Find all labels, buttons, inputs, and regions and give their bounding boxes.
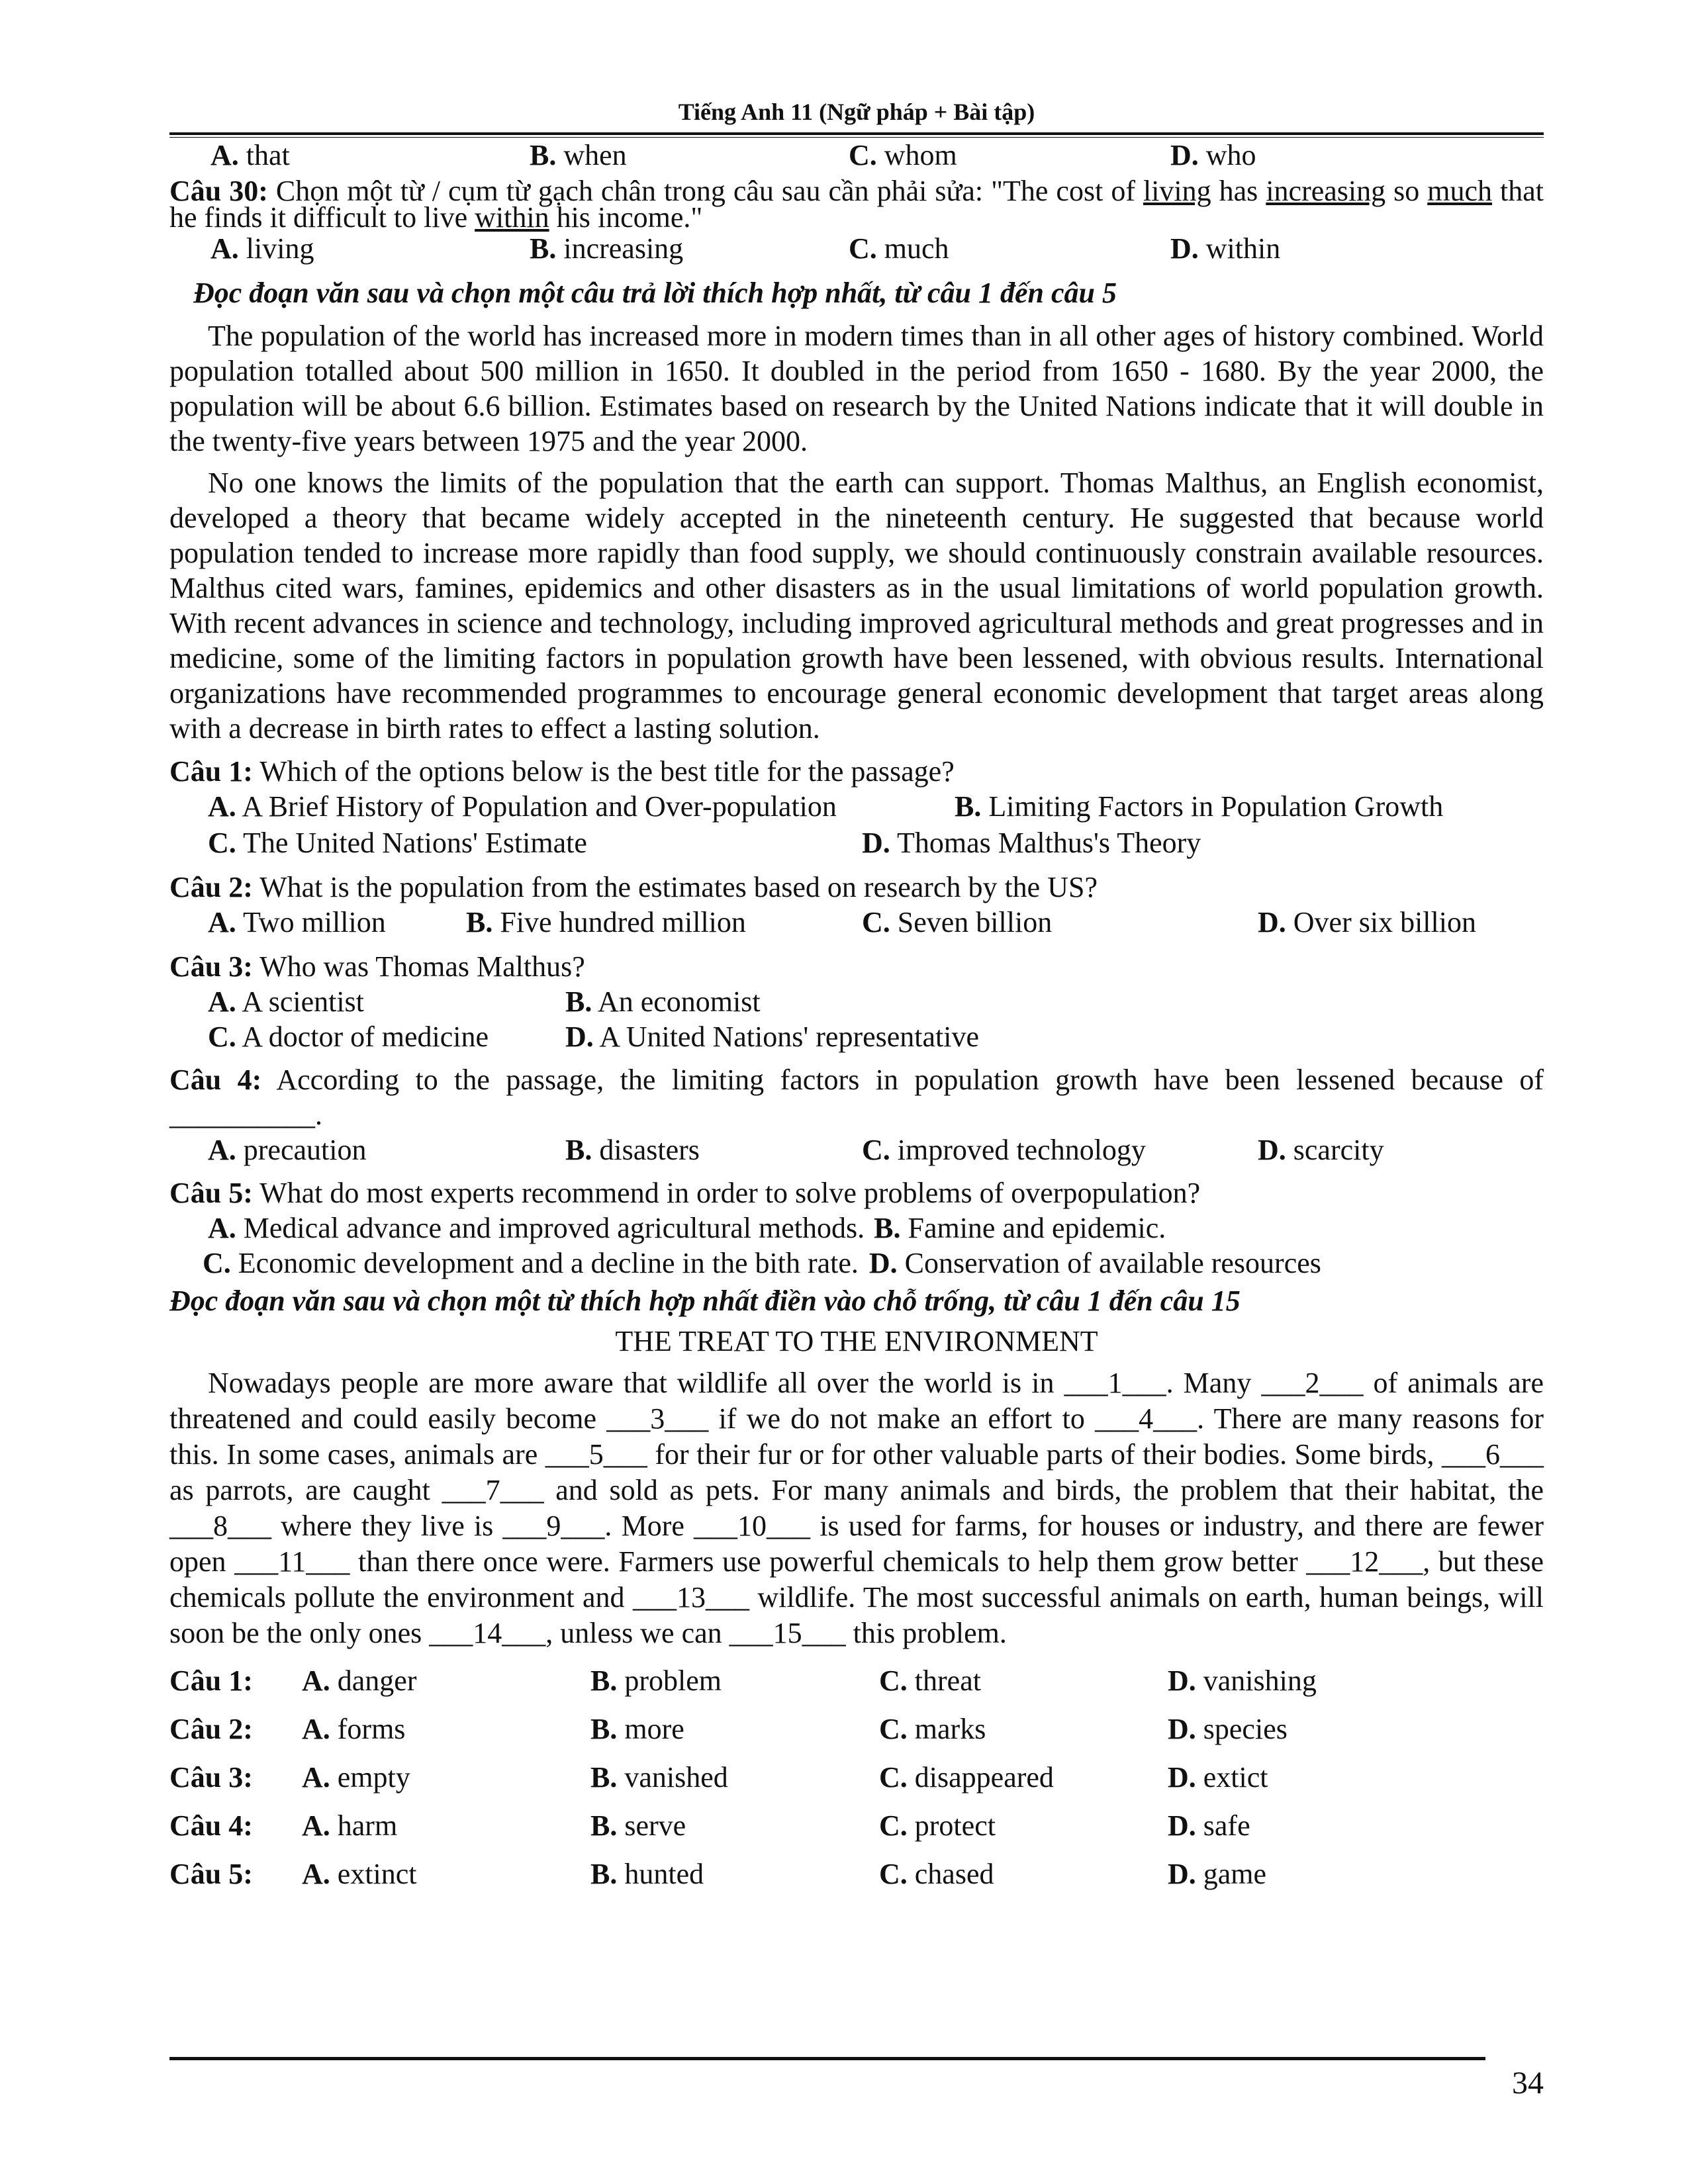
option-a: A. harm	[302, 1809, 398, 1842]
option-c: C. chased	[879, 1858, 994, 1890]
option-d: D. who	[1170, 139, 1256, 171]
option-c: C. disappeared	[879, 1761, 1054, 1794]
reading1-paragraph-1: The population of the world has increased more in modern times than in all other ages of history combined. World population totalled about 500 million in 1650. It doubled in the period from 1650 - 1680. By the year 2000, the population will be about 6.6 billion. Estimates based on research by the United Nations indicate that it will double in the twenty-five years between 1975 and the year 2000.	[169, 320, 1544, 457]
reading1-question-1: Câu 1: Which of the options below is the best title for the passage?	[169, 755, 955, 788]
option-c: C. threat	[879, 1664, 981, 1697]
reading1-question-5: Câu 5: What do most experts recommend in order to solve problems of overpopulation?	[169, 1177, 1201, 1209]
option-c: C. A doctor of medicine	[208, 1021, 489, 1053]
option-c: C. The United Nations' Estimate	[208, 827, 587, 859]
option-b: B. Limiting Factors in Population Growth	[955, 790, 1444, 823]
option-a: A. precaution	[208, 1134, 367, 1166]
page-content	[169, 138, 1544, 1898]
q3-options-row-1	[169, 984, 1544, 1019]
question-30: Câu 30: Chọn một từ / cụm từ gạch chân trong câu sau cần phải sửa: "The cost of living has increasing so much that he finds it difficult to live within his income."	[169, 175, 1544, 234]
cloze-question-3: Câu 3: A. empty B. vanished C. disappeared D. extict	[169, 1761, 1268, 1794]
reading2-title: THE TREAT TO THE ENVIRONMENT	[615, 1325, 1098, 1357]
option-a: A. A scientist	[208, 985, 364, 1018]
q1-options-row-1	[169, 789, 1544, 825]
option-d: D. scarcity	[1258, 1134, 1384, 1166]
reading2-passage: Nowadays people are more aware that wildlife all over the world is in ___1___. Many ___2___ of animals are threatened and could easily become ___3___ if we do not make an effort to ___4___. There are many reasons for this. In some cases, animals are ___5___ for their fur or for other valuable parts of their bodies. Some birds, ___6___ as parrots, are caught ___7___ and sold as pets. For many animals and birds, the problem that their habitat, the ___8___ where they live is ___9___. More ___10___ is used for farms, for houses or industry, and there are fewer open ___11___ than there once were. Farmers use powerful chemicals to help them grow better ___12___, but these chemicals pollute the environment and ___13___ wildlife. The most successful animals on earth, human beings, will soon be the only ones ___14___, unless we can ___15___ this problem.	[169, 1367, 1544, 1649]
option-a: A. Two million	[208, 906, 386, 938]
footer-divider	[169, 2057, 1485, 2060]
option-b: B. problem	[590, 1664, 722, 1697]
option-b: B. Famine and epidemic.	[874, 1212, 1166, 1244]
reading1-question-4: Câu 4: According to the passage, the limiting factors in population growth have been lessened because of __________.	[169, 1064, 1544, 1131]
option-a: A. empty	[302, 1761, 410, 1794]
header-divider	[169, 132, 1544, 138]
option-b: B. more	[590, 1713, 684, 1745]
option-c: C. improved technology	[862, 1134, 1146, 1166]
cloze-question-1: Câu 1: A. danger B. problem C. threat D. vanishing	[169, 1664, 1317, 1697]
option-a: A. danger	[302, 1664, 417, 1697]
option-a: A. living	[211, 232, 314, 265]
option-c: C. Economic development and a decline in the bith rate.	[203, 1247, 859, 1279]
q4-options	[169, 1132, 1544, 1167]
q2-options	[169, 905, 1544, 941]
q5-options-row-1	[169, 1210, 1544, 1246]
option-c: C. Seven billion	[862, 906, 1053, 938]
cloze-question-2: Câu 2: A. forms B. more C. marks D. species	[169, 1713, 1288, 1745]
q1-options-row-2	[169, 825, 1544, 862]
option-a: A. forms	[302, 1713, 406, 1745]
option-d: D. Thomas Malthus's Theory	[862, 827, 1201, 859]
option-a: A. that	[211, 139, 290, 171]
option-a: A. A Brief History of Population and Over-population	[208, 790, 837, 823]
q3-options-row-2	[169, 1019, 1544, 1054]
reading2-questions	[169, 1657, 1544, 1898]
option-d: D. Over six billion	[1258, 906, 1476, 938]
cloze-question-5: Câu 5: A. extinct B. hunted C. chased D. game	[169, 1858, 1267, 1890]
page-header: Tiếng Anh 11 (Ngữ pháp + Bài tập)	[678, 99, 1035, 125]
option-d: D. within	[1170, 232, 1281, 265]
option-d: D. extict	[1168, 1761, 1268, 1794]
option-b: B. Five hundred million	[466, 906, 746, 938]
option-c: C. protect	[879, 1809, 996, 1842]
option-b: B. vanished	[590, 1761, 728, 1794]
option-b: B. increasing	[530, 232, 684, 265]
q5-options-row-2	[169, 1246, 1544, 1281]
option-c: C. whom	[849, 139, 957, 171]
option-b: B. serve	[590, 1809, 686, 1842]
option-c: C. marks	[879, 1713, 986, 1745]
option-d: D. species	[1168, 1713, 1288, 1745]
option-d: D. vanishing	[1168, 1664, 1317, 1697]
option-b: B. when	[530, 139, 627, 171]
reading1-paragraph-2: No one knows the limits of the population that the earth can support. Thomas Malthus, an English economist, developed a theory that became widely accepted in the nineteenth century. He suggested that because world population tended to increase more rapidly than food supply, we should continuously constrain available resources. Malthus cited wars, famines, epidemics and other disasters as in the usual limitations of world population growth. With recent advances in science and technology, including improved agricultural methods and great progresses and in medicine, some of the limiting factors in population growth have been lessened, with obvious results. International organizations have recommended programmes to encourage general economic development that target areas along with a decrease in birth rates to effect a lasting solution.	[169, 467, 1544, 745]
option-d: D. A United Nations' representative	[565, 1021, 980, 1053]
cloze-question-4: Câu 4: A. harm B. serve C. protect D. safe	[169, 1809, 1250, 1842]
q29-options	[169, 138, 1544, 173]
page-number: 34	[1512, 2066, 1544, 2101]
reading1-instruction: Đọc đoạn văn sau và chọn một câu trả lời thích hợp nhất, từ câu 1 đến câu 5	[193, 277, 1117, 309]
option-d: D. safe	[1168, 1809, 1250, 1842]
option-c: C. much	[849, 232, 949, 265]
option-b: B. disasters	[565, 1134, 700, 1166]
option-d: D. Conservation of available resources	[868, 1247, 1321, 1279]
option-a: A. extinct	[302, 1858, 417, 1890]
option-b: B. hunted	[590, 1858, 704, 1890]
q30-options	[169, 231, 1544, 266]
reading2-instruction: Đọc đoạn văn sau và chọn một từ thích hợp nhất điền vào chỗ trống, từ câu 1 đến câu 15	[169, 1285, 1241, 1317]
reading1-question-3: Câu 3: Who was Thomas Malthus?	[169, 950, 585, 983]
option-b: B. An economist	[565, 985, 761, 1018]
option-a: A. Medical advance and improved agricultural methods.	[208, 1212, 865, 1244]
option-d: D. game	[1168, 1858, 1267, 1890]
reading1-question-2: Câu 2: What is the population from the estimates based on research by the US?	[169, 871, 1098, 903]
